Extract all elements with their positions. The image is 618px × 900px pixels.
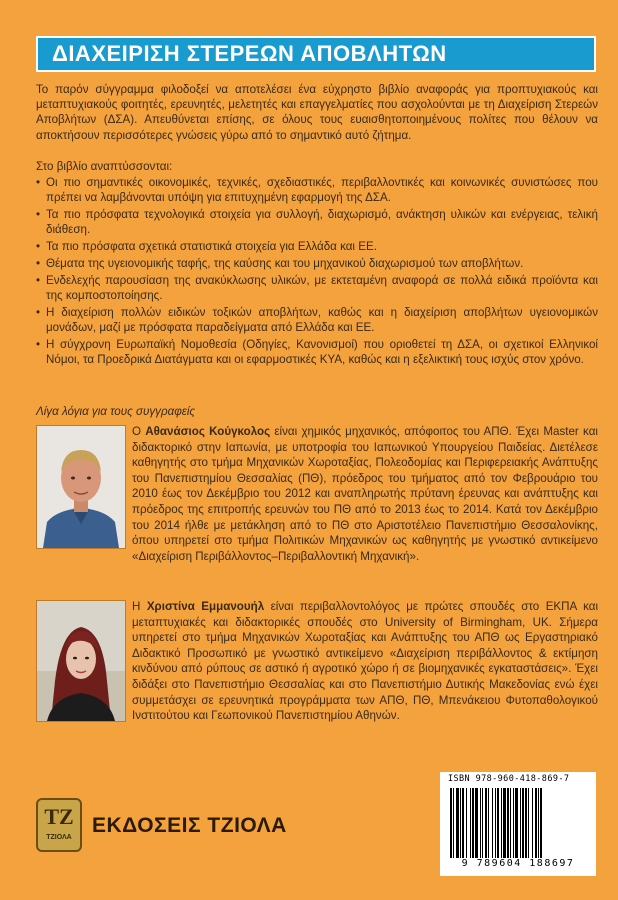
authors-heading: Λίγα λόγια για τους συγγραφείς: [36, 405, 196, 418]
barcode-bar: [470, 788, 471, 858]
list-item: • Η διαχείριση πολλών ειδικών τοξικών αποβλήτων, καθώς και η διαχείριση αποβλήτων υγειονομικών μονάδων, μαζί με πρόσφατα παραδείγματα από Ελλάδα και ΕΕ.: [36, 305, 598, 335]
barcode-bar: [528, 788, 529, 858]
isbn-text: ISBN 978-960-418-869-7: [448, 774, 570, 784]
list-item: • Τα πιο πρόσφατα τεχνολογικά στοιχεία για συλλογή, διαχωρισμό, ανάκτηση υλικών και ενέργειας, τελική διάθεση.: [36, 207, 598, 237]
barcode-number: 9 789604 188697: [461, 858, 575, 869]
barcode-bar: [520, 788, 521, 858]
barcode-bar: [450, 788, 452, 858]
barcode-bar: [501, 788, 502, 858]
list-item: • Τα πιο πρόσφατα σχετικά στατιστικά στοιχεία για Ελλάδα και ΕΕ.: [36, 239, 598, 254]
barcode-bar: [503, 788, 506, 858]
list-item: • Ενδελεχής παρουσίαση της ανακύκλωσης υλικών, με εκτεταμένη αναφορά σε πολλά ειδικά προϊόντα και της κομποστοποίησης.: [36, 273, 598, 303]
list-item: • Η σύγχρονη Ευρωπαϊκή Νομοθεσία (Οδηγίες, Κανονισμοί) που οριοθετεί τη ΔΣΑ, οι σχετικοί Ελληνικοί Νόμοι, τα Προεδρικά Διατάγματα και οι εφαρμοστικές ΚΥΑ, καθώς και η εξελικτική τους ισχύς στον χρόνο.: [36, 337, 598, 367]
barcode-bar: [466, 788, 467, 858]
barcode-bar: [507, 788, 509, 858]
author-photo-emmanouil: [36, 600, 126, 722]
contents-list: [36, 175, 598, 369]
logo-monogram: ΤΖ: [44, 804, 74, 829]
barcode-bar: [532, 788, 533, 858]
publisher-name: ΕΚΔΟΣΕΙΣ ΤΖΙΟΛΑ: [92, 814, 287, 837]
barcode-bar: [480, 788, 481, 858]
barcode-bar: [492, 788, 493, 858]
isbn-barcode: [440, 772, 596, 876]
author-photo-kougkolos: [36, 425, 126, 549]
barcode-bar: [538, 788, 539, 858]
author-name: Χριστίνα Εμμανουήλ: [146, 600, 265, 613]
barcode-bar: [472, 788, 474, 858]
author-bio-kougkolos: Ο Αθανάσιος Κούγκολος είναι χημικός μηχανικός, απόφοιτος του ΑΠΘ. Έχει Master και διδακτορικό στην Ιαπωνία, με υποτροφία του Ιαπωνικού Υπουργείου Παιδείας. Διετέλεσε καθηγητής στο τμήμα Μηχανικών Χωροταξίας, Πολεοδομίας και Περιφερειακής Ανάπτυξης του Πανεπιστημίου Θεσσαλίας (ΠΘ), πρόεδρος του τμήματος από τον Φεβρουάριο του 2010 έως τον Δεκέμβριο του 2012 και αναπληρωτής πρύτανη έρευνας και ανάπτυξης και πρόεδρος της επιτροπής ερευνών του ΠΘ από το 2013 έως το 2014. Κατά τον Δεκέμβριο του 2014 ήλθε με μετάκληση από το ΠΘ στο Αριστοτέλειο Πανεπιστήμιο Θεσσαλονίκης, όπου υπηρετεί στο τμήμα Πολιτικών Μηχανικών ως καθηγητής με γνωστικό αντικείμενο «Διαχείριση Περιβάλλοντος–Περιβαλλοντική Μηχανική».: [132, 425, 598, 563]
intro-paragraph: Το παρόν σύγγραμμα φιλοδοξεί να αποτελέσει ένα εύχρηστο βιβλίο αναφοράς για προπτυχιακούς και μεταπτυχιακούς φοιτητές, ερευνητές, μελετητές και επαγγελματίες που ασχολούνται με τη Διαχείριση Στερεών Αποβλήτων (ΔΣΑ). Απευθύνεται επίσης, σε όλους τους ευαισθητοποιημένους πολίτες που θέλουν να αποκτήσουν περισσότερες γνώσεις γύρω από το σημαντικό αυτό ζήτημα.: [36, 83, 598, 142]
barcode-bar: [540, 788, 542, 858]
barcode-bar: [485, 788, 487, 858]
barcode-bar: [497, 788, 499, 858]
barcode-bar: [513, 788, 514, 858]
barcode-bar: [525, 788, 527, 858]
logo-name: ΤΖΙΟΛΑ: [46, 834, 72, 841]
barcode-bar: [488, 788, 489, 858]
book-title: ΔΙΑΧΕΙΡΙΣΗ ΣΤΕΡΕΩΝ ΑΠΟΒΛΗΤΩΝ: [36, 36, 596, 72]
barcode-bar: [456, 788, 459, 858]
barcode-bar: [453, 788, 454, 858]
list-item: • Θέματα της υγειονομικής ταφής, της καύσης και του μηχανικού διαχωρισμού των αποβλήτων.: [36, 256, 598, 271]
contents-heading: Στο βιβλίο αναπτύσσονται:: [36, 160, 173, 173]
barcode-bars: [448, 788, 588, 858]
barcode-bar: [460, 788, 461, 858]
list-item: • Οι πιο σημαντικές οικονομικές, τεχνικές, σχεδιαστικές, περιβαλλοντικές και κοινωνικές συνιστώσες που πρέπει να λαμβάνονται υπόψη για επιτυχημένη εφαρμογή της ΔΣΑ.: [36, 175, 598, 205]
barcode-bar: [535, 788, 537, 858]
barcode-bar: [510, 788, 511, 858]
barcode-bar: [522, 788, 524, 858]
author-bio-emmanouil: Η Χριστίνα Εμμανουήλ είναι περιβαλλοντολόγος με πρώτες σπουδές στο ΕΚΠΑ και μεταπτυχιακές και διδακτορικές σπουδές στο University of Birmingham, UK. Σήμερα υπηρετεί στο τμήμα Μηχανικών Χωροταξίας και Ανάπτυξης του ΑΠΘ ως Εργαστηριακό Διδακτικό Προσωπικό με γνωστικό αντικείμενο «Διαχείριση περιβάλλοντος & εκτίμηση κινδύνου από ρύπους σε αστικό ή αγροτικό χώρο ή σε βιομηχανικές εγκαταστάσεις». Έχει διδάξει στο Πανεπιστήμιο Θεσσαλίας και στο Πανεπιστήμιο Δυτικής Μακεδονίας ενώ έχει συμμετάσχει σε ερευνητικά προγράμματα των ΑΠΘ, ΠΘ, Μπενάκειου Φυτοπαθολογικού Ινστιτούτου και Γεωπονικού Πανεπιστημίου Αθηνών.: [132, 600, 599, 723]
barcode-bar: [515, 788, 518, 858]
barcode-bar: [482, 788, 483, 858]
publisher-logo: [36, 798, 82, 852]
barcode-bar: [495, 788, 496, 858]
barcode-bar: [475, 788, 478, 858]
barcode-bar: [462, 788, 464, 858]
author-name: Αθανάσιος Κούγκολος: [145, 425, 271, 438]
